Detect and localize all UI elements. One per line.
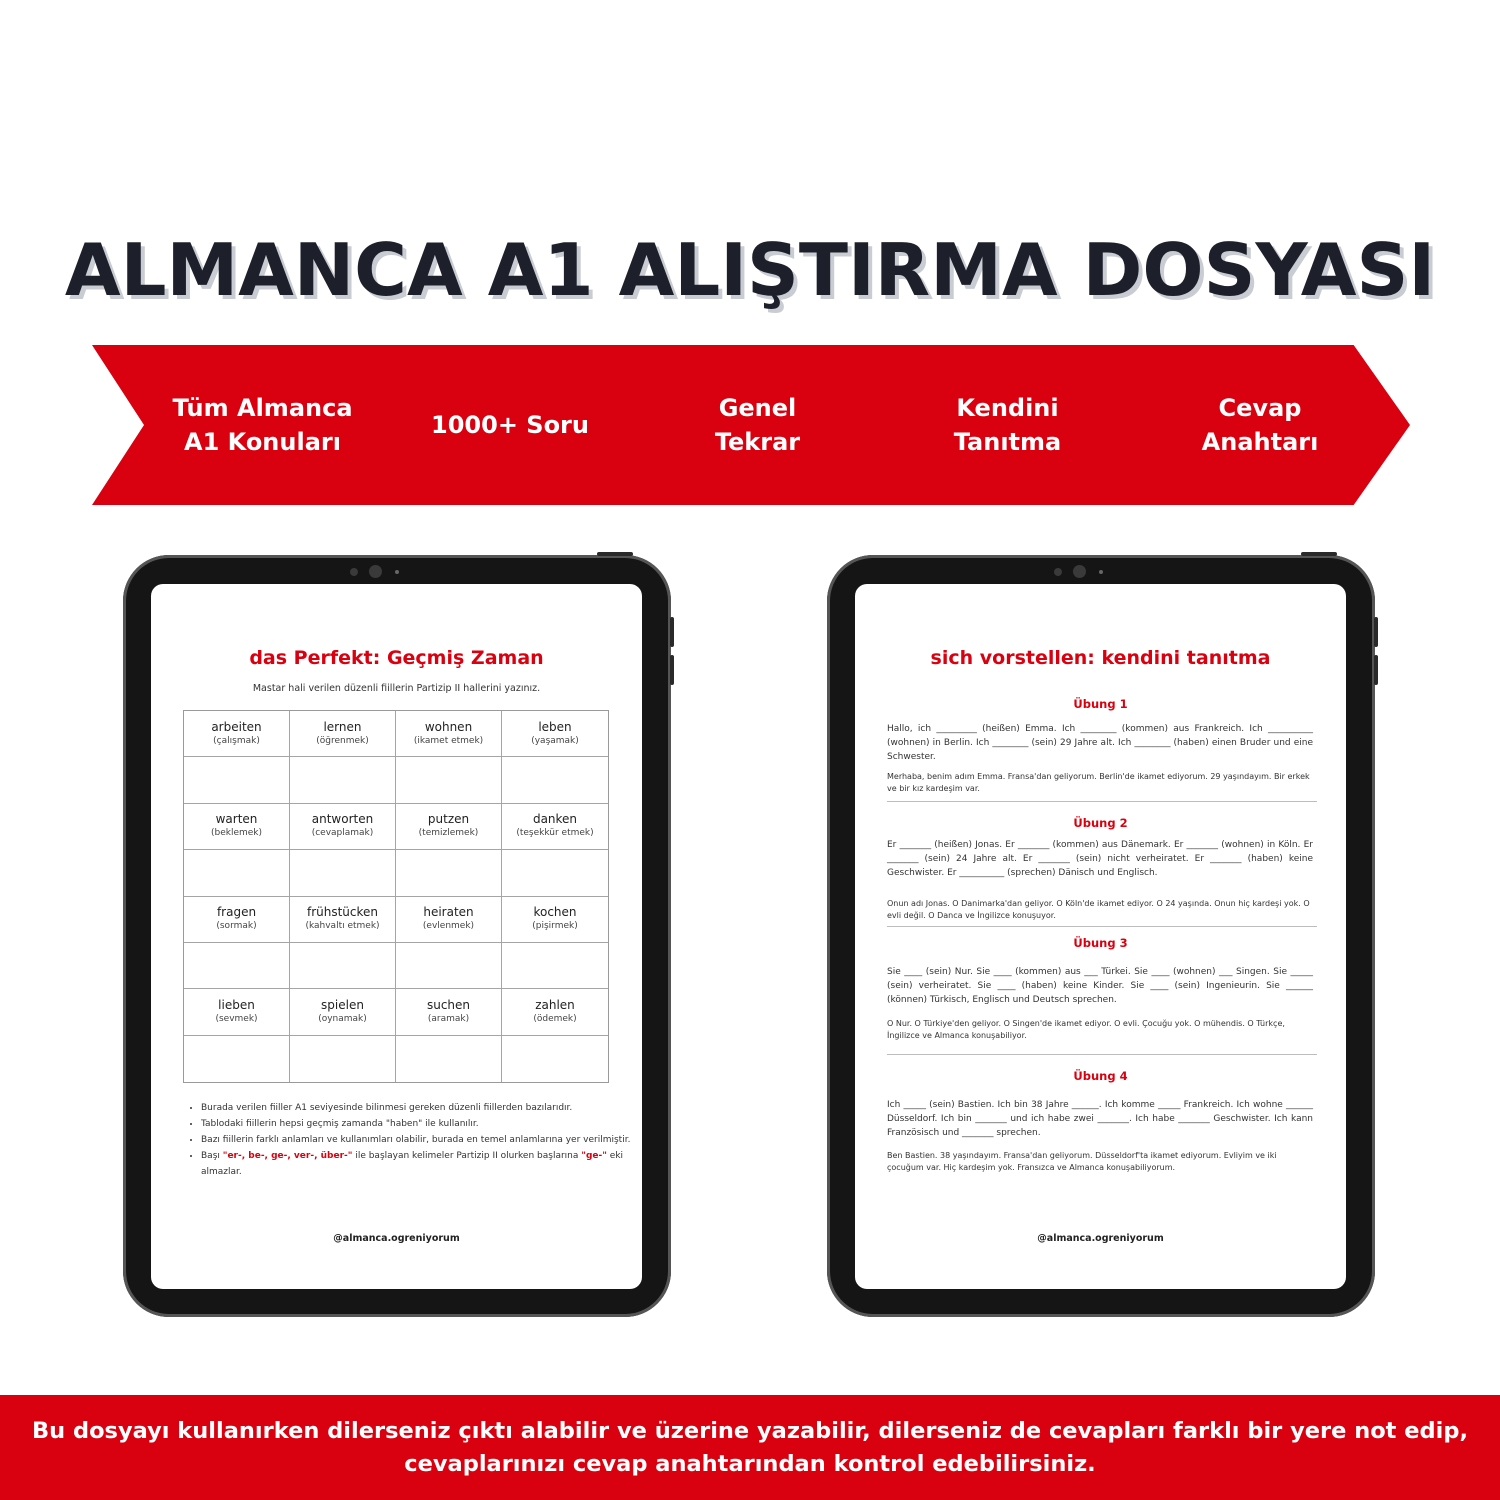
verb-cell: warten (beklemek) (184, 804, 290, 850)
exercise-translation: Ben Bastien. 38 yaşındayım. Fransa'dan geliyorum. Düsseldorf'ta ikamet ediyorum. Evliyim ve iki çocuğum var. Hiç kardeşim yok. Fransızca ve Almanca konuşabiliyorum. (887, 1151, 1277, 1172)
note-item: • Tablodaki fiillerin hepsi geçmiş zamanda "haben" ile kullanılır. (201, 1116, 631, 1132)
doc-title: das Perfekt: Geçmiş Zaman (249, 647, 544, 669)
answer-cell[interactable] (396, 850, 502, 896)
exercise-title: Übung 3 (1073, 936, 1128, 950)
note-item: • Bazı fiillerin farklı anlamları ve kullanımları olabilir, burada en temel anlamlarına yer verilmiştir. (201, 1132, 631, 1148)
footer-line: Bu dosyayı kullanırken dilerseniz çıktı alabilir ve üzerine yazabilir, dilerseniz de cevapları farklı bir yere not edip, (31, 1418, 1468, 1444)
chevron-label-answer-key: Cevap Anahtarı (1201, 394, 1319, 456)
camera-icon (369, 565, 382, 578)
exercise-text: Hallo, ich _________ (heißen) Emma. Ich ________ (kommen) aus Frankreich. Ich __________ (wohnen) in Berlin. Ich ________ (sein) 29 Jahre alt. Ich ________ (haben) einen Bruder und eine Schwester. (887, 724, 1313, 762)
verb-table (183, 710, 609, 1083)
page-title: ALMANCA A1 ALIŞTIRMA DOSYASI (64, 228, 1436, 312)
answer-cell[interactable] (502, 1036, 608, 1082)
exercise-text: Ich _____ (sein) Bastien. Ich bin 38 Jahre ______. Ich komme _____ Frankreich. Ich wohne ______ Düsseldorf. Ich bin _______ und ich habe zwei _______. Ich habe _______ Geschwister. Ich kann Französisch und _______ sprechen. (887, 1100, 1313, 1138)
chevron-label-review: Genel Tekrar (714, 394, 801, 456)
exercise-translation: Onun adı Jonas. O Danimarka'dan geliyor. O Köln'de ikamet ediyor. O 24 yaşında. Onun hiç kardeşi yok. O evli değil. O Danca ve İngilizce konuşuyor. (887, 899, 1310, 920)
verb-cell: frühstücken (kahvaltı etmek) (290, 897, 396, 943)
footer-banner (0, 1395, 1500, 1500)
answer-cell[interactable] (184, 850, 290, 896)
exercise-text: Er _______ (heißen) Jonas. Er _______ (kommen) aus Dänemark. Er _______ (wohnen) in Köln. Er _______ (sein) 24 Jahre alt. Er _______ (sein) nicht verheiratet. Er _______ (haben) keine Geschwister. Er __________ (sprechen) Dänisch und Englisch. (887, 840, 1313, 878)
exercise-text: Sie ____ (sein) Nur. Sie ____ (kommen) aus ___ Türkei. Sie ____ (wohnen) ___ Singen. Sie _____ (sein) verheiratet. Sie ____ (haben) keine Kinder. Sie ____ (sein) Ingenieurin. Sie ______ (können) Türkisch, Englisch und Deutsch sprechen. (887, 967, 1313, 1005)
tablet-left (123, 555, 671, 1317)
document-page-perfekt (151, 584, 642, 1289)
answer-cell[interactable] (290, 757, 396, 803)
camera-icon (1073, 565, 1086, 578)
exercise-title: Übung 4 (1073, 1069, 1128, 1083)
verb-cell: lernen (öğrenmek) (290, 711, 396, 757)
answer-cell[interactable] (290, 1036, 396, 1082)
answer-cell[interactable] (184, 943, 290, 989)
exercise-title: Übung 2 (1073, 816, 1128, 830)
social-handle: @almanca.ogreniyorum (333, 1233, 460, 1244)
exercise-title: Übung 1 (1073, 697, 1128, 711)
camera-icon (1054, 568, 1062, 576)
volume-button (670, 655, 674, 685)
note-item: • Başı "er-, be-, ge-, ver-, über-" ile başlayan kelimeler Partizip II olurken başlarına "ge-" eki almazlar. (201, 1148, 631, 1180)
chevron-label-questions: 1000+ Soru (431, 411, 589, 439)
power-button (597, 552, 633, 556)
answer-cell[interactable] (184, 757, 290, 803)
verb-cell: antworten (cevaplamak) (290, 804, 396, 850)
answer-cell[interactable] (396, 1036, 502, 1082)
doc-title: sich vorstellen: kendini tanıtma (930, 647, 1271, 669)
doc-instruction: Mastar hali verilen düzenli fiillerin Partizip II hallerini yazınız. (252, 683, 541, 694)
divider (887, 801, 1317, 802)
answer-cell[interactable] (502, 943, 608, 989)
camera-icon (350, 568, 358, 576)
verb-cell: lieben (sevmek) (184, 989, 290, 1035)
document-page-vorstellen (855, 584, 1346, 1289)
sensor-icon (395, 570, 399, 574)
answer-cell[interactable] (502, 850, 608, 896)
verb-cell: spielen (oynamak) (290, 989, 396, 1035)
verb-cell: suchen (aramak) (396, 989, 502, 1035)
divider (887, 1054, 1317, 1055)
verb-cell: heiraten (evlenmek) (396, 897, 502, 943)
tablet-right (827, 555, 1375, 1317)
exercise-translation: O Nur. O Türkiye'den geliyor. O Singen'de ikamet ediyor. O evli. Çocuğu yok. O mühendis. O Türkçe, İngilizce ve Almanca konuşabiliyor. (887, 1019, 1285, 1040)
verb-cell: putzen (temizlemek) (396, 804, 502, 850)
volume-button (1374, 655, 1378, 685)
exercise-translation: Merhaba, benim adım Emma. Fransa'dan geliyorum. Berlin'de ikamet ediyorum. 29 yaşındayım. Bir erkek ve bir kız kardeşim var. (887, 772, 1310, 793)
answer-cell[interactable] (290, 943, 396, 989)
answer-cell[interactable] (396, 757, 502, 803)
answer-cell[interactable] (396, 943, 502, 989)
sensor-icon (1099, 570, 1103, 574)
verb-cell: wohnen (ikamet etmek) (396, 711, 502, 757)
verb-cell: danken (teşekkür etmek) (502, 804, 608, 850)
footer-line: cevaplarınızı cevap anahtarından kontrol edebilirsiniz. (404, 1451, 1096, 1477)
notes-list (187, 1100, 631, 1180)
chevron-label-introduce: Kendini Tanıtma (953, 394, 1062, 456)
verb-cell: kochen (pişirmek) (502, 897, 608, 943)
answer-cell[interactable] (290, 850, 396, 896)
verb-cell: arbeiten (çalışmak) (184, 711, 290, 757)
volume-button (670, 617, 674, 647)
social-handle: @almanca.ogreniyorum (1037, 1233, 1164, 1244)
volume-button (1374, 617, 1378, 647)
answer-cell[interactable] (184, 1036, 290, 1082)
answer-cell[interactable] (502, 757, 608, 803)
power-button (1301, 552, 1337, 556)
divider (887, 926, 1317, 927)
note-item: • Burada verilen fiiller A1 seviyesinde bilinmesi gereken düzenli fiillerden bazılarıdır. (201, 1100, 631, 1116)
verb-cell: leben (yaşamak) (502, 711, 608, 757)
chevron-label-topics: Tüm Almanca A1 Konuları (172, 394, 353, 456)
verb-cell: fragen (sormak) (184, 897, 290, 943)
verb-cell: zahlen (ödemek) (502, 989, 608, 1035)
